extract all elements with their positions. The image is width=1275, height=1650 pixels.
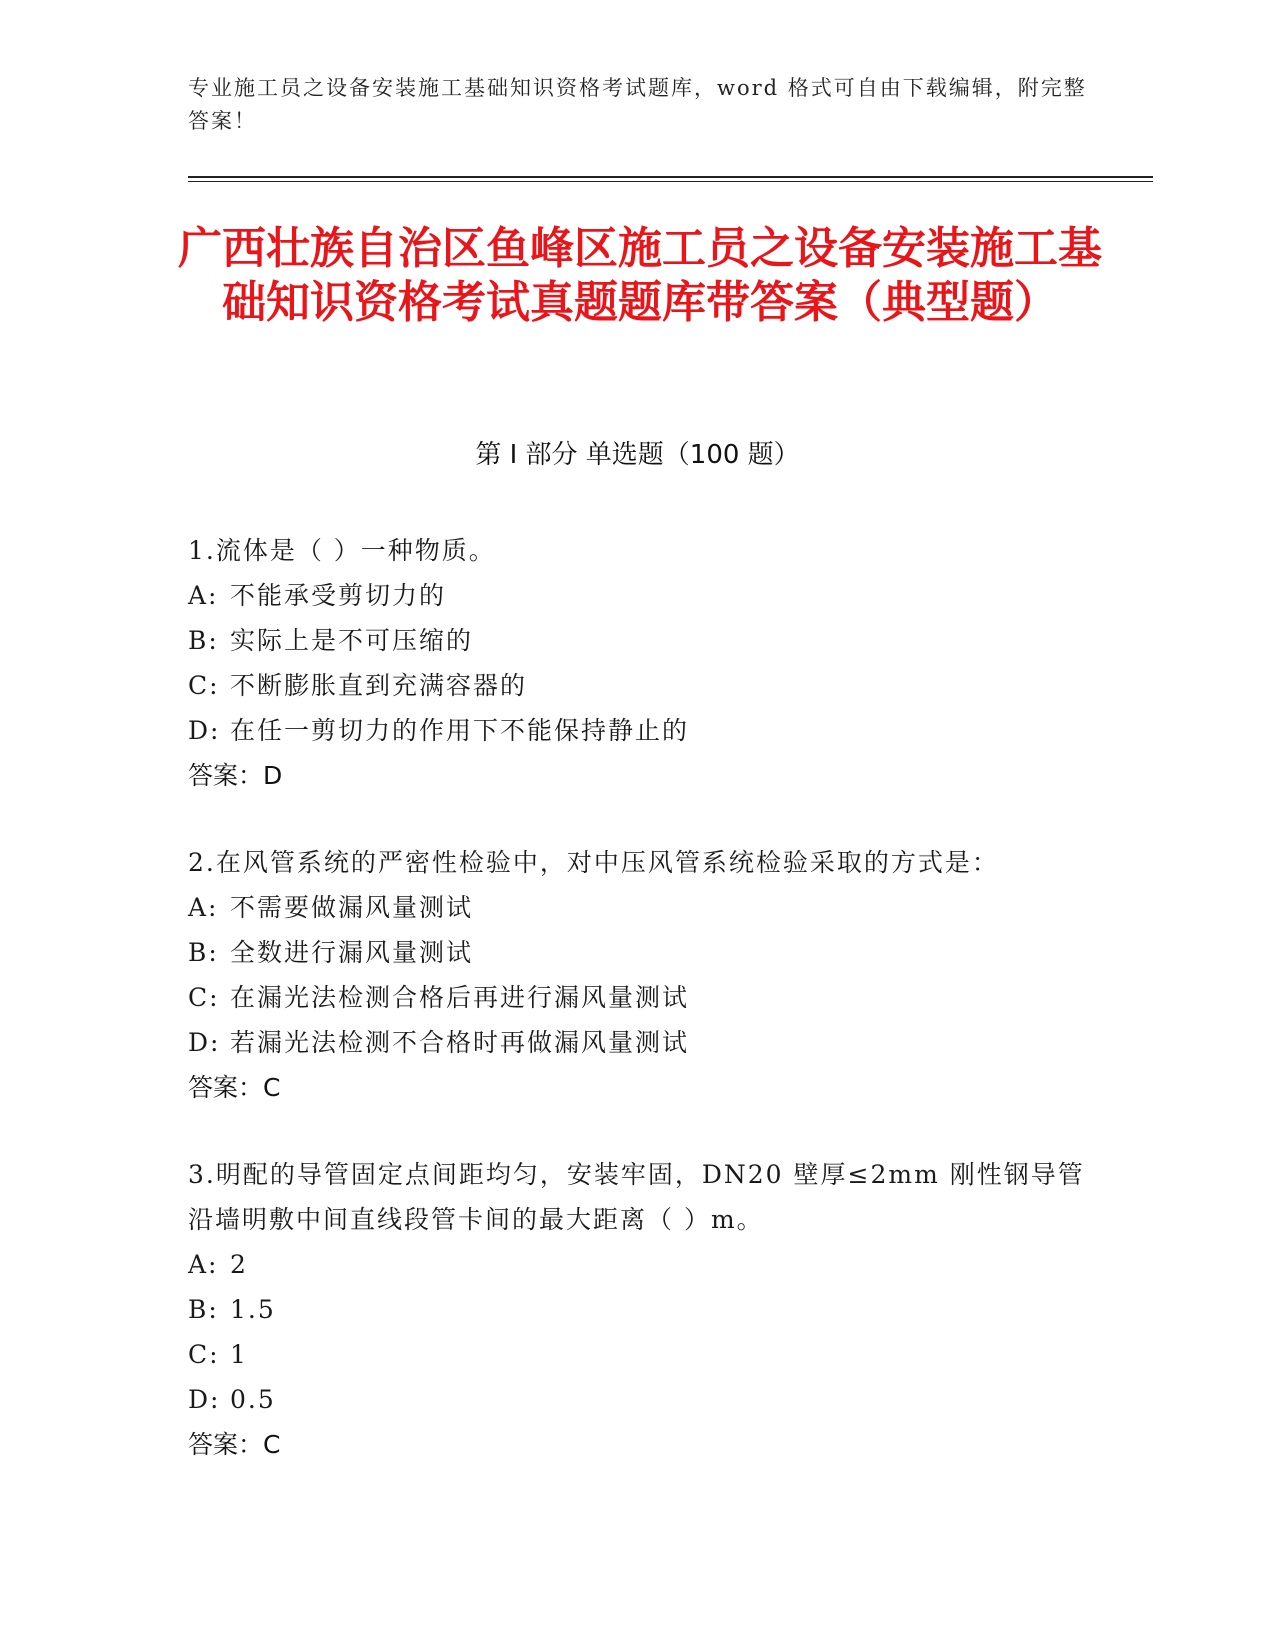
option-text: 1 <box>230 1340 248 1369</box>
header-divider-thick <box>188 176 1153 178</box>
option-key: D: <box>188 1028 221 1057</box>
question-2 <box>188 840 1088 1110</box>
option-text: 全数进行漏风量测试 <box>230 938 474 967</box>
option-key: B: <box>188 938 219 967</box>
option-key: D: <box>188 716 221 745</box>
option-key: A: <box>188 893 219 922</box>
option-text: 在漏光法检测合格后再进行漏风量测试 <box>230 983 690 1012</box>
option-text: 若漏光法检测不合格时再做漏风量测试 <box>230 1028 690 1057</box>
option-key: A: <box>188 1250 219 1279</box>
question-1 <box>188 528 1088 798</box>
document-title: 广西壮族自治区鱼峰区施工员之设备安装施工基础知识资格考试真题题库带答案（典型题） <box>178 223 1102 328</box>
option-a <box>188 573 1088 618</box>
question-text: 3.明配的导管固定点间距均匀，安装牢固，DN20 壁厚≤2mm 刚性钢导管沿墙明敷中间直线段管卡间的最大距离（ ）m。 <box>188 1160 1085 1234</box>
option-text: 1.5 <box>230 1295 276 1324</box>
option-key: C: <box>188 983 220 1012</box>
option-c <box>188 975 1088 1020</box>
question-3 <box>188 1152 1088 1467</box>
option-a <box>188 1242 1088 1287</box>
option-a <box>188 885 1088 930</box>
option-b <box>188 1287 1088 1332</box>
header-divider-thin <box>188 181 1153 182</box>
option-key: C: <box>188 1340 220 1369</box>
option-text: 在任一剪切力的作用下不能保持静止的 <box>230 716 690 745</box>
question-list <box>188 528 1088 1509</box>
question-text: 2.在风管系统的严密性检验中，对中压风管系统检验采取的方式是： <box>188 848 999 877</box>
option-text: 不断膨胀直到充满容器的 <box>230 671 528 700</box>
option-d <box>188 708 1088 753</box>
option-key: D: <box>188 1385 221 1414</box>
section-title: 第 I 部分 单选题（100 题） <box>475 440 800 470</box>
option-key: C: <box>188 671 220 700</box>
option-b <box>188 930 1088 975</box>
option-text: 2 <box>230 1250 248 1279</box>
header-note: 专业施工员之设备安装施工基础知识资格考试题库，word 格式可自由下载编辑，附完整答案！ <box>188 76 1087 133</box>
option-key: B: <box>188 1295 219 1324</box>
option-key: B: <box>188 626 219 655</box>
answer: 答案：C <box>188 1430 281 1459</box>
answer: 答案：D <box>188 761 283 790</box>
question-text: 1.流体是（ ）一种物质。 <box>188 536 496 565</box>
option-text: 不能承受剪切力的 <box>230 581 447 610</box>
option-text: 不需要做漏风量测试 <box>230 893 474 922</box>
option-b <box>188 618 1088 663</box>
option-d <box>188 1377 1088 1422</box>
option-text: 实际上是不可压缩的 <box>230 626 474 655</box>
option-d <box>188 1020 1088 1065</box>
answer: 答案：C <box>188 1073 281 1102</box>
option-key: A: <box>188 581 219 610</box>
option-c <box>188 1332 1088 1377</box>
option-c <box>188 663 1088 708</box>
option-text: 0.5 <box>230 1385 276 1414</box>
